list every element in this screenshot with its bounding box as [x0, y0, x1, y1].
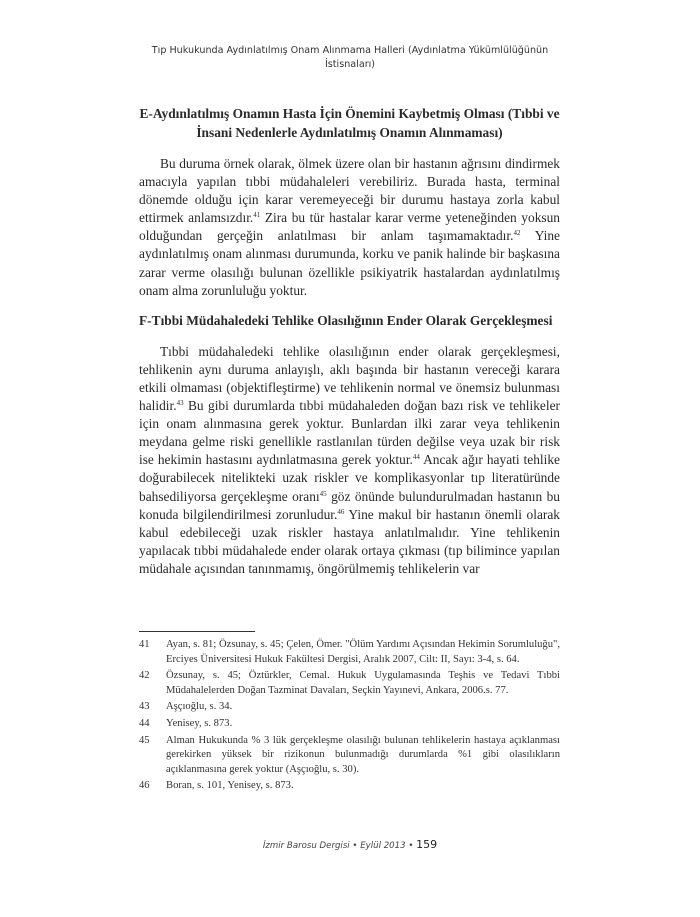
footnote [139, 734, 560, 778]
footnote [139, 779, 560, 794]
footnotes [139, 638, 560, 796]
issue-date: Eylül 2013 [360, 841, 406, 851]
footnote [139, 700, 560, 715]
section-f-paragraph: Tıbbi müdahaledeki tehlike olasılığının ender olarak gerçekleşmesi, tehlikenin aynı duruma anlayışlı, aklı başında bir hastanın vereceği karara etkili olmaması (objektifleştirme) ve tehlikenin normal ve önemsiz bulunması halidir.$^{43}$ Bu gibi durumlarda tıbbi müdahaleden doğan bazı risk ve tehlikeler için onam alınmasına gerek yoktur. Bunlardan ilki zarar veya tehlikenin meydana gelme riski genellikle rastlanılan türden değilse veya uzak bir risk ise hekimin hastasını aydınlatmasına gerek yoktur.$^{44}$ Ancak ağır hayati tehlike doğurabilecek nitelikteki uzak riskler ve komplikasyonlar tıp literatüründe bahsediliyorsa gerçekleşme oranı$^{45}$ göz önünde bulundurulmadan hastanın bu konuda bilgilendirilmesi zorunludur.$^{46}$ Yine makul bir hastanın önemli olarak kabul edebileceği uzak riskler hastaya anlatılmalıdır. Yine tehlikenin yapılacak tıbbi müdahalede ender olarak ortaya çıkması (tıp bilimince yapılan müdahale açısından tanınmamış, öngörülmemiş tehlikelerin var [139, 343, 560, 576]
footer-separator: • [408, 841, 414, 851]
page-body [139, 104, 560, 578]
footnote [139, 717, 560, 732]
footnote-text: Boran, s. 101, Yenisey, s. 873. [166, 780, 294, 792]
footnote-ref[interactable]: 46 [337, 507, 345, 516]
footer-separator: • [352, 841, 358, 851]
footnote-number: 44 [139, 717, 150, 729]
footnote-number: 43 [139, 701, 150, 713]
footnote-ref[interactable]: 44 [412, 453, 420, 462]
footnote-number: 45 [139, 734, 150, 746]
footnote [139, 638, 560, 667]
footnote-ref[interactable]: 41 [253, 211, 261, 220]
footnote-number: 46 [139, 780, 150, 792]
footnote-ref[interactable]: 42 [513, 229, 521, 238]
footnote-number: 42 [139, 670, 150, 682]
page-number: 159 [416, 838, 438, 851]
footnote-text: Ayan, s. 81; Özsunay, s. 45; Çelen, Ömer. "Ölüm Yardımı Açısından Hekimin Sorumluluğu", Erciyes Üniversitesi Hukuk Fakültesi Dergisi, Aralık 2007, Cilt: II, Sayı: 3-4, s. 64. [166, 639, 560, 665]
footnote-text: Alman Hukukunda % 3 lük gerçekleşme olasılığı bulunan tehlikelerin hastaya açıklanması gerekirken yüksek bir rizikonun bulunmadığı durumlarda %1 gibi olasılıkların açıklanmasına gerek yoktur (Aşçıoğlu, s. 30). [166, 734, 560, 775]
page-footer [0, 838, 700, 851]
section-f-heading: F-Tıbbi Müdahaledeki Tehlike Olasılığının Ender Olarak Gerçekleşmesi [139, 312, 553, 328]
footnote-number: 41 [139, 639, 150, 650]
section-e-heading: E-Aydınlatılmış Onamın Hasta İçin Önemini Kaybetmiş Olması (Tıbbi ve İnsani Nedenlerle Aydınlatılmış Onamın Alınmaması) [139, 106, 560, 140]
footnote-divider [139, 631, 255, 632]
footnote-text: Aşçıoğlu, s. 34. [166, 701, 233, 713]
journal-name: İzmir Barosu Dergisi [262, 841, 350, 851]
footnote-ref[interactable]: 43 [176, 399, 184, 408]
section-e-paragraph: Bu duruma örnek olarak, ölmek üzere olan bir hastanın ağrısını dindirmek amacıyla yapılan tıbbi müdahaleleri verebiliriz. Burada hasta, terminal dönemde olduğu için karar veremeyeceği bir durumu hastaya zorla kabul ettirmek anlamsızdır.$^{41}$ Zira bu tür hastalar karar verme yeteneğinden yoksun olduğundan gerçeğin anlatılması bir anlam taşımamaktadır.$^{42}$ Yine aydınlatılmış onam alınması durumunda, korku ve panik halinde bir başkasına zarar verme olasılığı bulunan özellikle psikiyatrik hastalardan aydınlatılmış onam alma zorunluluğu yoktur. [139, 156, 560, 298]
footnote-text: Özsunay, s. 45; Öztürkler, Cemal. Hukuk Uygulamasında Teşhis ve Tedavi Tıbbi Müdahalelerden Doğan Tazminat Davaları, Seçkin Yayınevi, Ankara, 2006.s. 77. [166, 670, 560, 696]
footnote-text: Yenisey, s. 873. [166, 717, 233, 729]
footnote-ref[interactable]: 45 [319, 489, 327, 498]
running-head: Tıp Hukukunda Aydınlatılmış Onam Alınmama Halleri (Aydınlatma Yükümlülüğünün İstisnaları) [151, 45, 549, 70]
footnote [139, 669, 560, 698]
